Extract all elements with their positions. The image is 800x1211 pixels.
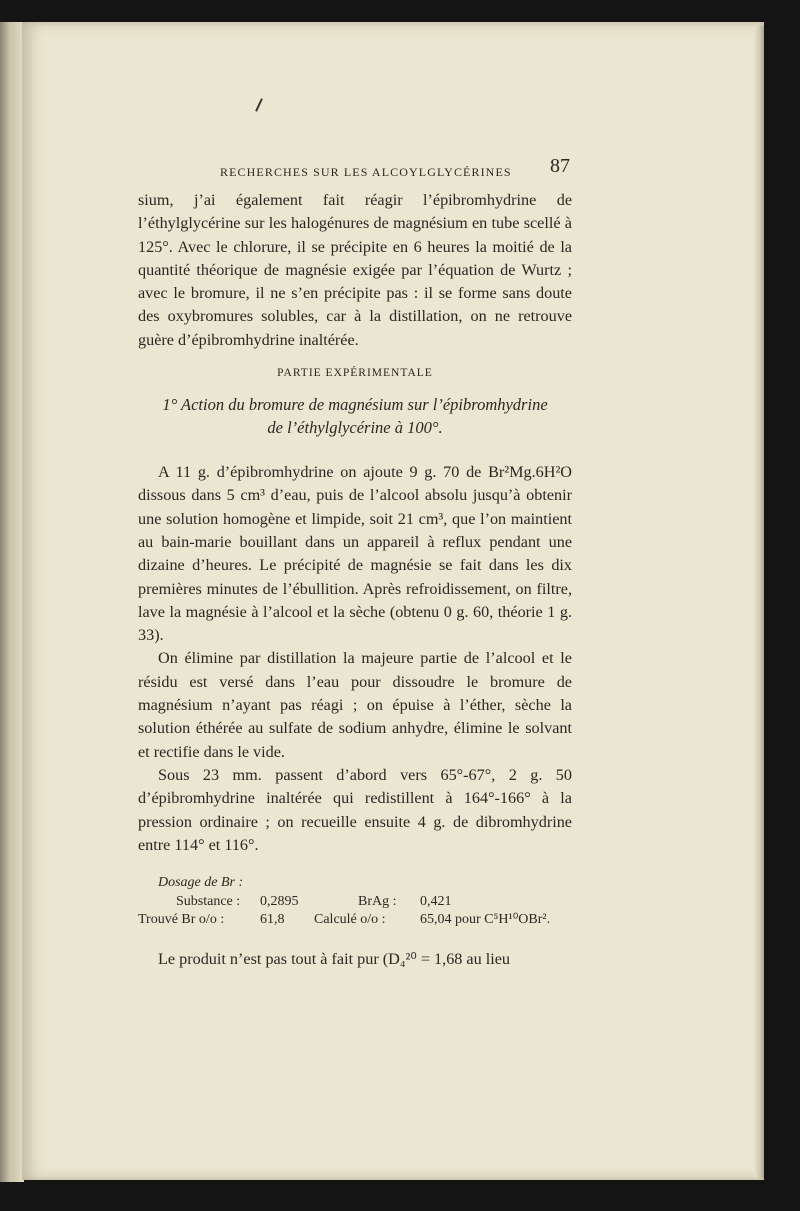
dosage-row — [138, 911, 572, 930]
page-edge — [754, 26, 764, 1178]
dosage-value: 0,2895 — [260, 893, 299, 909]
text-block — [138, 155, 572, 971]
paragraph-distillation: Sous 23 mm. passent d’abord vers 65°-67°, 2 g. 50 d’épibromhydrine inaltérée qui redistillent à 164°-166° à la pression ordinaire ; on recueille ensuite 4 g. de dibromhydrine entre 114° et 116°. — [138, 765, 572, 854]
dosage-value: 61,8 — [260, 912, 285, 928]
running-title: RECHERCHES SUR LES ALCOYLGLYCÉRINES — [220, 165, 512, 179]
dosage-value-2: 65,04 pour C⁵H¹⁰OBr². — [420, 912, 551, 928]
page-number: 87 — [550, 155, 570, 177]
dosage-label: Substance : — [176, 893, 241, 909]
paragraph-extraction: On élimine par distillation la majeure partie de l’alcool et le résidu est versé dans l’eau pour dissoudre le bromure de magnésium n’ayant pas réagi ; on épuise à l’éther, sèche la solution éthérée au sulfate de sodium anhydre, élimine le solvant et rectifie dans le vide. — [138, 649, 572, 761]
subheading-line-1: 1° Action du bromure de magnésium sur l’épibromhydrine — [162, 395, 548, 415]
dosage-label-2: Calculé o/o : — [314, 912, 386, 928]
subheading-line-2: de l’éthylglycérine à 100°. — [267, 418, 443, 438]
dosage-label: Trouvé Br o/o : — [138, 912, 225, 928]
paragraph-final: Le produit n’est pas tout à fait pur (D₄²⁰ = 1,68 au lieu — [158, 949, 511, 968]
running-head — [138, 155, 572, 189]
paragraph-intro: sium, j’ai également fait réagir l’épibromhydrine de l’éthylglycérine sur les halogénures de magnésium en tube scellé à 125°. Avec le chlorure, il se précipite en 6 heures la moitié de la quantité théorique de magnésie exigée par l’équation de Wurtz ; avec le bromure, il ne s’en précipite pas : il se forme sans doute des oxybromures solubles, car à la distillation, on ne retrouve guère d’épibromhydrine inaltérée. — [138, 191, 572, 349]
dosage-label-2: BrAg : — [358, 893, 397, 909]
paragraph-procedure: A 11 g. d’épibromhydrine on ajoute 9 g. 70 de Br²Mg.6H²O dissous dans 5 cm³ d’eau, puis de l’alcool absolu jusqu’à obtenir une solution homogène et limpide, soit 21 cm³, que l’on maintient au bain-marie bouillant dans un appareil à reflux pendant une dizaine d’heures. Le précipité de magnésie se fait dans les dix premières minutes de l’ébullition. Après refroidissement, on filtre, lave la magnésie à l’alcool et la sèche (obtenu 0 g. 60, théorie 1 g. 33). — [138, 463, 572, 645]
subheading — [138, 393, 572, 439]
dosage-heading: Dosage de Br : — [158, 875, 244, 891]
dosage-value-2: 0,421 — [420, 893, 452, 909]
dosage-row — [138, 893, 572, 912]
section-heading: PARTIE EXPÉRIMENTALE — [277, 367, 433, 380]
facing-page-edge — [0, 22, 24, 1182]
dosage-block — [138, 874, 572, 930]
